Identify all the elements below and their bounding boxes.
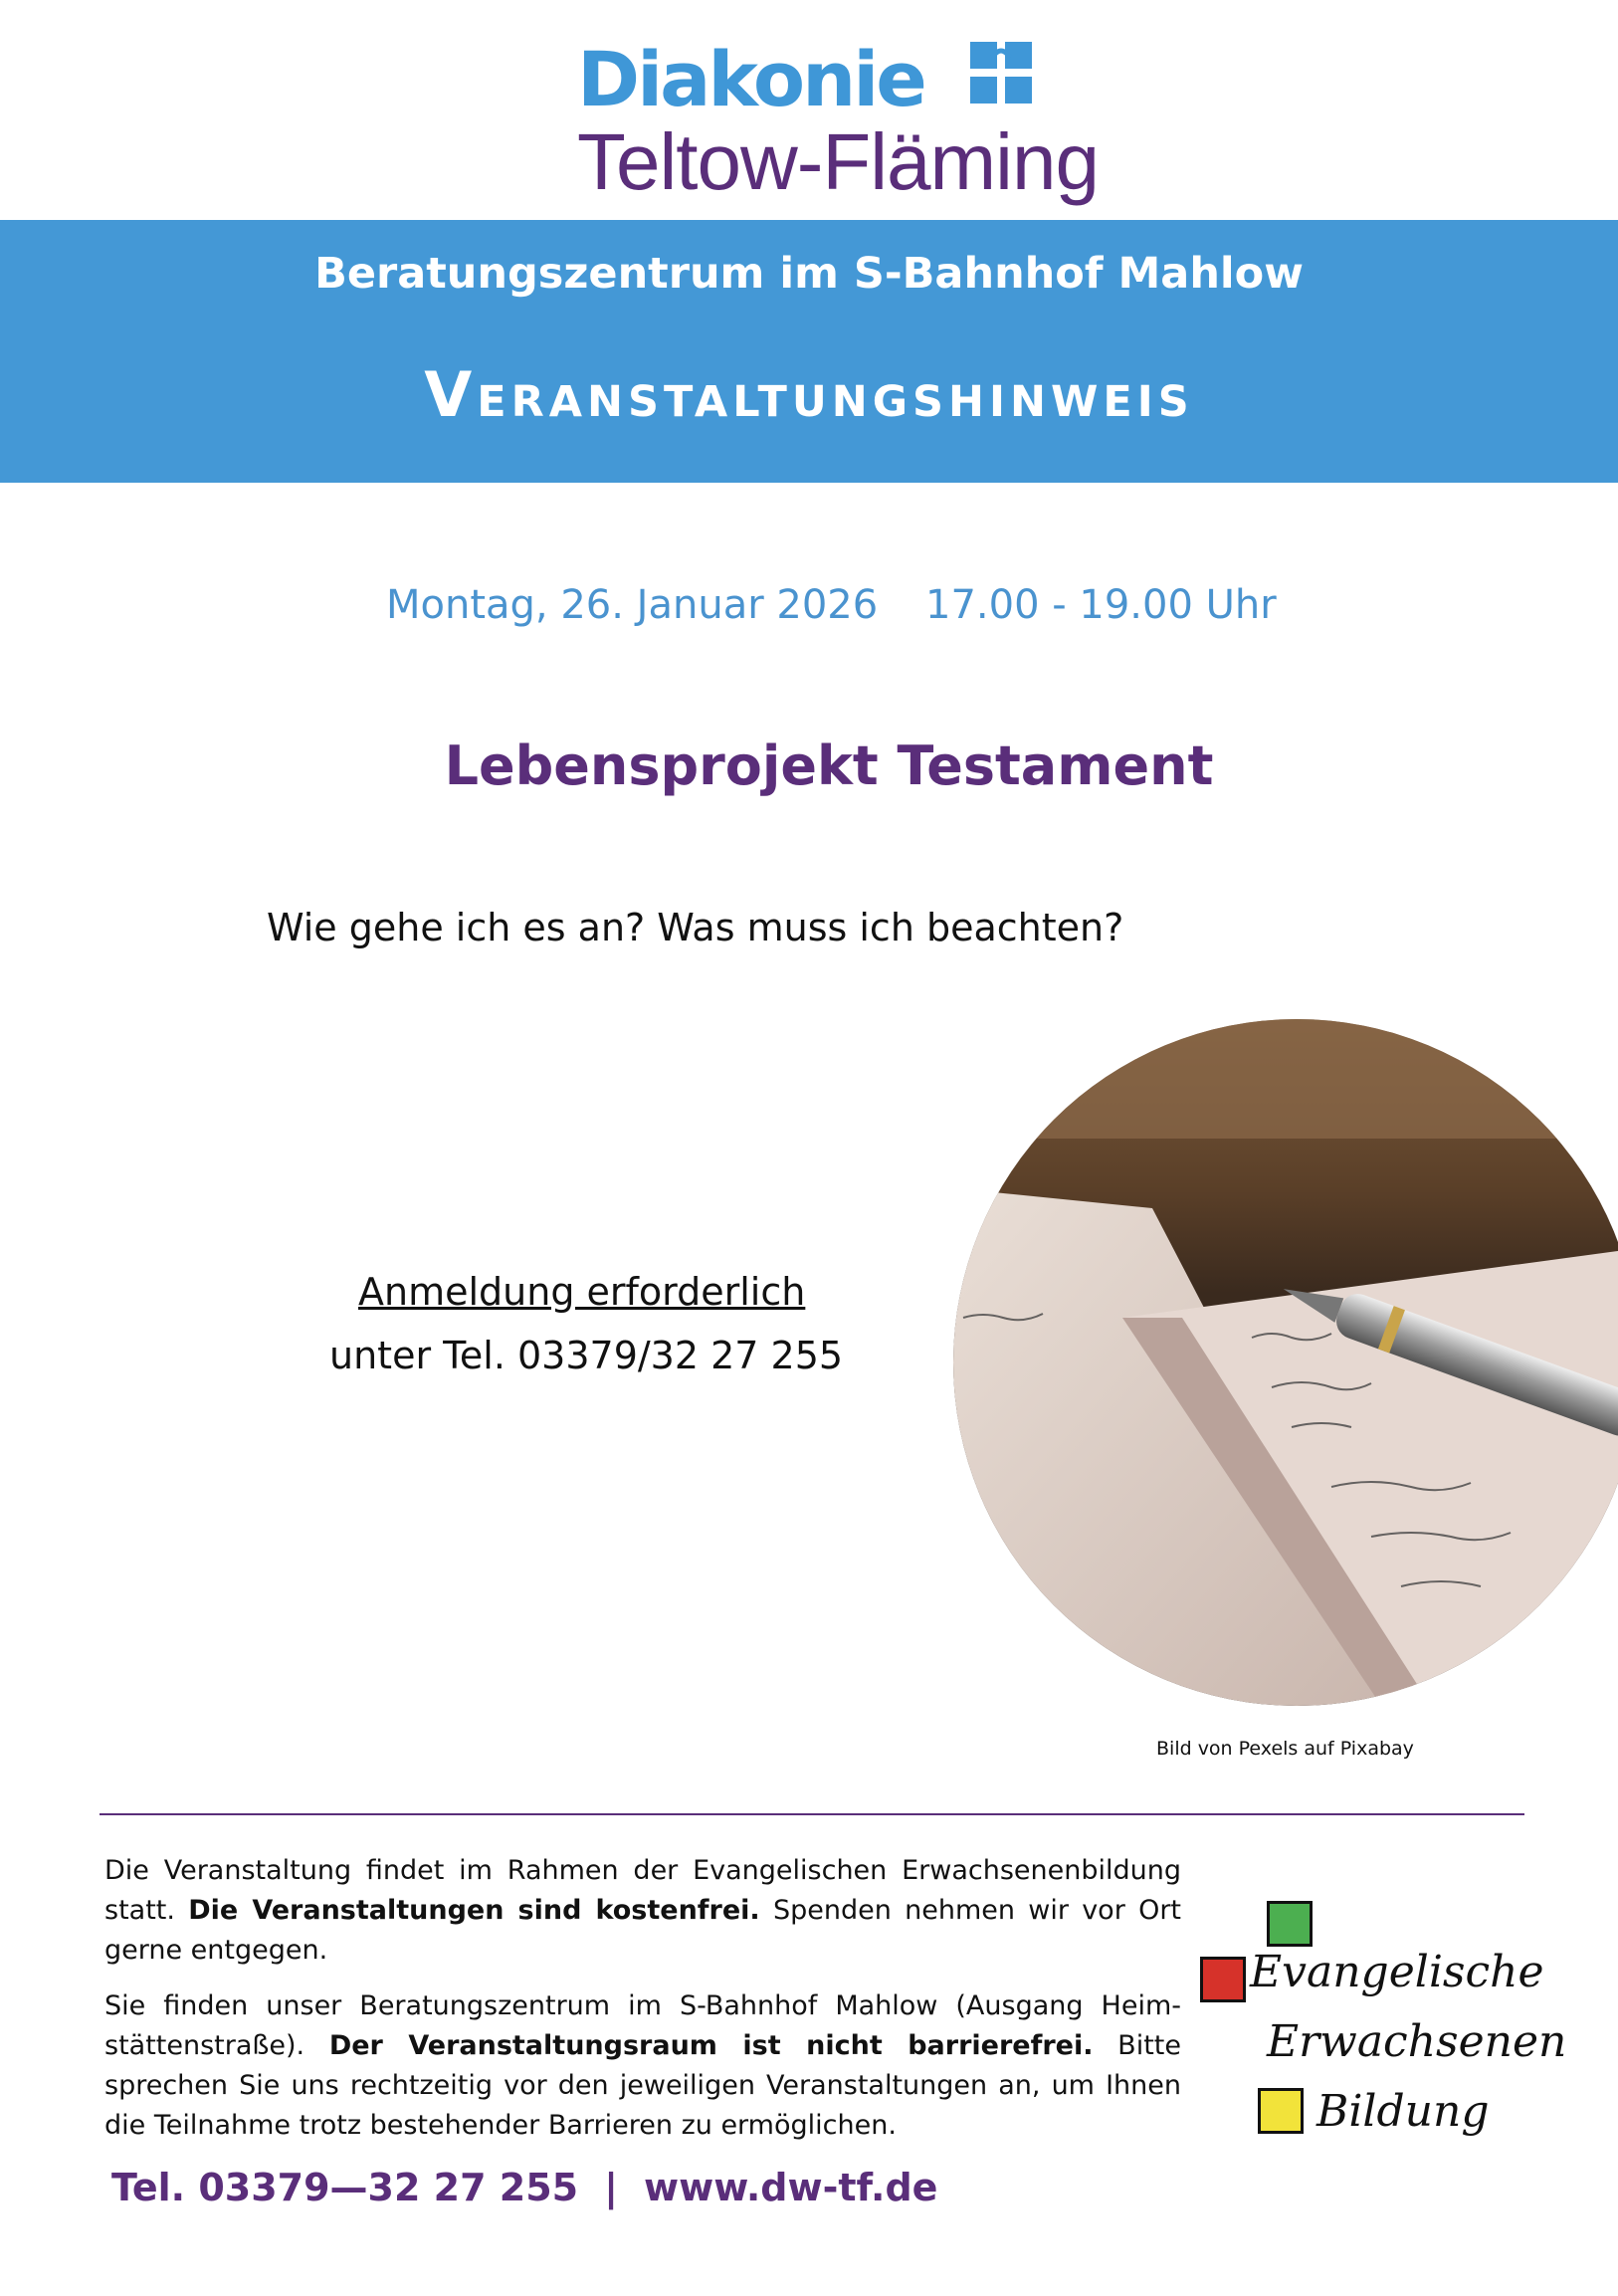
event-date: Montag, 26. Januar 2026 bbox=[386, 582, 879, 628]
event-time: 17.00 - 19.00 Uhr bbox=[925, 582, 1277, 628]
banner-subtitle: Beratungszentrum im S-Bahnhof Mahlow bbox=[314, 249, 1304, 299]
contact-line bbox=[111, 2166, 937, 2209]
ebw-yellow-square-icon bbox=[1258, 2088, 1304, 2134]
footer-paragraph-1 bbox=[104, 1851, 1181, 1971]
ebw-line-2: Erwachsenen bbox=[1267, 2016, 1567, 2067]
footer-paragraph-2 bbox=[104, 1986, 1181, 2146]
ebw-red-square-icon bbox=[1200, 1957, 1246, 2002]
registration-phone: unter Tel. 03379/32 27 255 bbox=[329, 1334, 844, 1377]
footer-p1-text-2: Spenden nehmen wir vor Ort gerne entgegen. bbox=[104, 1895, 1182, 1966]
diakonie-cross-icon bbox=[970, 42, 1032, 104]
ebw-logo bbox=[1192, 1891, 1567, 2180]
banner-title: Veranstaltungshinweis bbox=[424, 358, 1194, 431]
registration-label: Anmeldung erforderlich bbox=[358, 1270, 806, 1314]
photo-credit: Bild von Pexels auf Pixabay bbox=[1156, 1738, 1414, 1760]
footer-p2-text: Sie finden unser Beratungszentrum im S-Bahnhof Mahlow (Ausgang Heimstättenstraße). bbox=[104, 1990, 1181, 2061]
ebw-line-1: Evangelische bbox=[1250, 1947, 1544, 1997]
ebw-green-square-icon bbox=[1267, 1901, 1313, 1947]
footer-divider bbox=[100, 1813, 1524, 1815]
notebook-pen-photo bbox=[953, 1019, 1618, 1706]
footer-p2-bold: Der Veranstaltungsraum ist nicht barrierefrei. bbox=[328, 2030, 1094, 2061]
contact-separator: | bbox=[604, 2166, 618, 2209]
contact-phone: Tel. 03379—32 27 255 bbox=[111, 2166, 579, 2209]
ebw-line-3: Bildung bbox=[1316, 2086, 1490, 2137]
logo-diakonie-wordmark: Diakonie bbox=[577, 35, 924, 123]
event-question: Wie gehe ich es an? Was muss ich beachten? bbox=[267, 906, 1124, 949]
event-title: Lebensprojekt Testament bbox=[444, 734, 1214, 797]
footer-p2-text-2: Bitte sprechen Sie uns rechtzeitig vor den jeweiligen Veranstaltungen an, um Ihnen die Teilnahme trotz bestehender Barrieren zu ermöglichen. bbox=[104, 2030, 1181, 2141]
footer-p1-text: Die Veranstaltung findet im Rahmen der Evangelischen Erwachsenenbildung statt. bbox=[104, 1855, 1181, 1926]
footer-p1-bold: Die Veranstaltungen sind kostenfrei. bbox=[188, 1895, 760, 1926]
footer-info bbox=[104, 1851, 1181, 2162]
logo-region: Teltow-Fläming bbox=[577, 117, 1099, 206]
contact-website-link[interactable]: www.dw-tf.de bbox=[643, 2166, 938, 2209]
